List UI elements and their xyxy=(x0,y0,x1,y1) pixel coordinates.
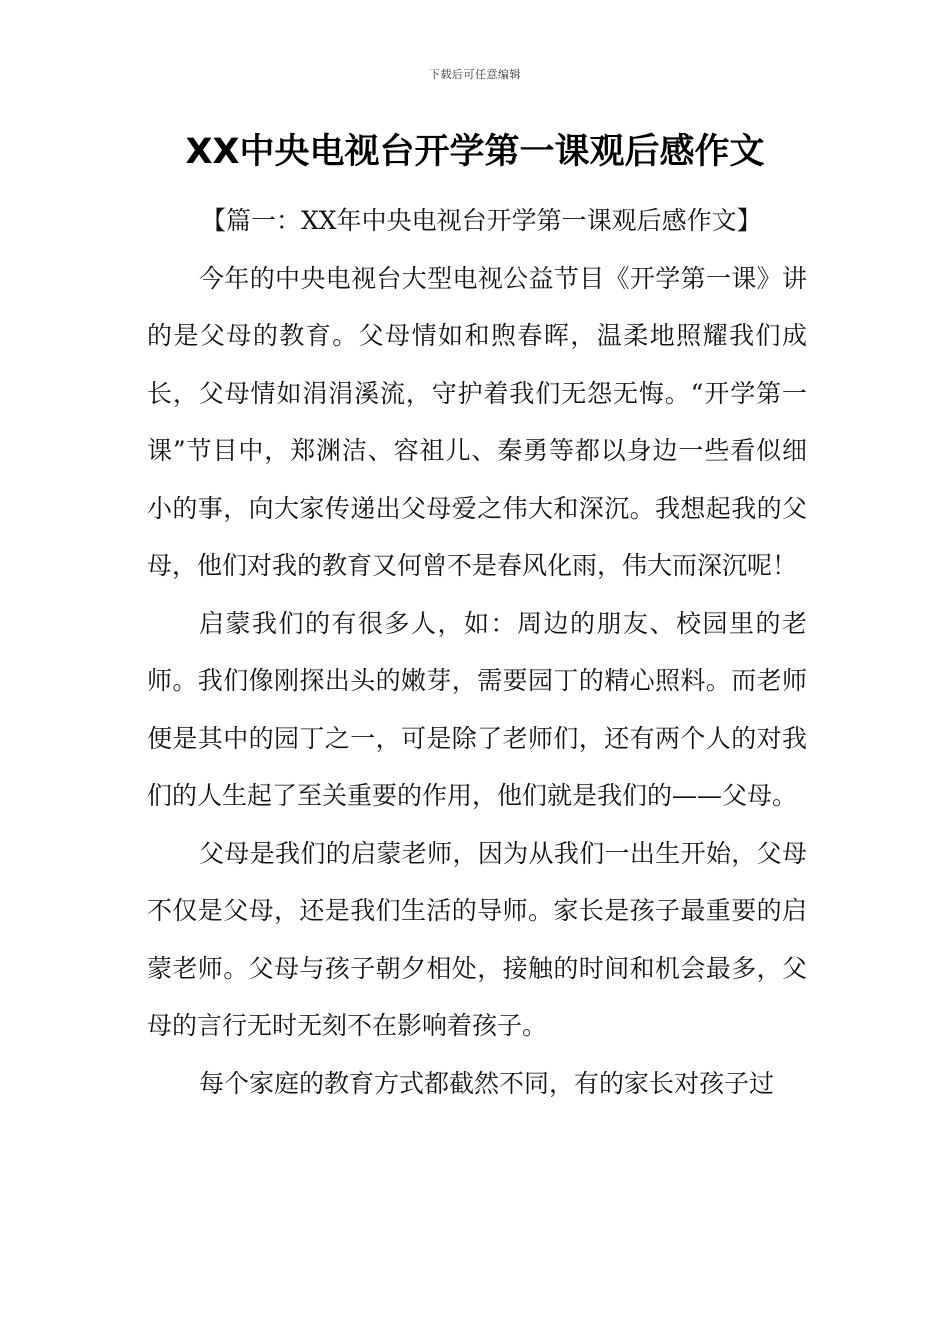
document-body xyxy=(147,192,807,1112)
paragraph-1: 今年的中央电视台大型电视公益节目《开学第一课》讲的是父母的教育。父母情如和煦春晖，温柔地照耀我们成长，父母情如涓涓溪流，守护着我们无怨无悔。“开学第一课”节目中，郑渊洁、容祖儿、秦勇等都以身边一些看似细小的事，向大家传递出父母爱之伟大和深沉。我想起我的父母，他们对我的教育又何曾不是春风化雨，伟大而深沉呢！ xyxy=(147,263,807,580)
paragraph-2: 启蒙我们的有很多人，如：周边的朋友、校园里的老师。我们像刚探出头的嫩芽，需要园丁的精心照料。而老师便是其中的园丁之一，可是除了老师们，还有两个人的对我们的人生起了至关重要的作用，他们就是我们的——父母。 xyxy=(147,608,807,810)
document-title: XX中央电视台开学第一课观后感作文 xyxy=(185,132,765,172)
header-note: 下载后可任意编辑 xyxy=(429,68,521,81)
paragraph-3: 父母是我们的启蒙老师，因为从我们一出生开始，父母不仅是父母，还是我们生活的导师。家长是孩子最重要的启蒙老师。父母与孩子朝夕相处，接触的时间和机会最多，父母的言行无时无刻不在影响着孩子。 xyxy=(147,838,807,1040)
section-title: 【篇一：XX年中央电视台开学第一课观后感作文】 xyxy=(201,206,762,235)
paragraph-4: 每个家庭的教育方式都截然不同，有的家长对孩子过 xyxy=(199,1068,775,1098)
